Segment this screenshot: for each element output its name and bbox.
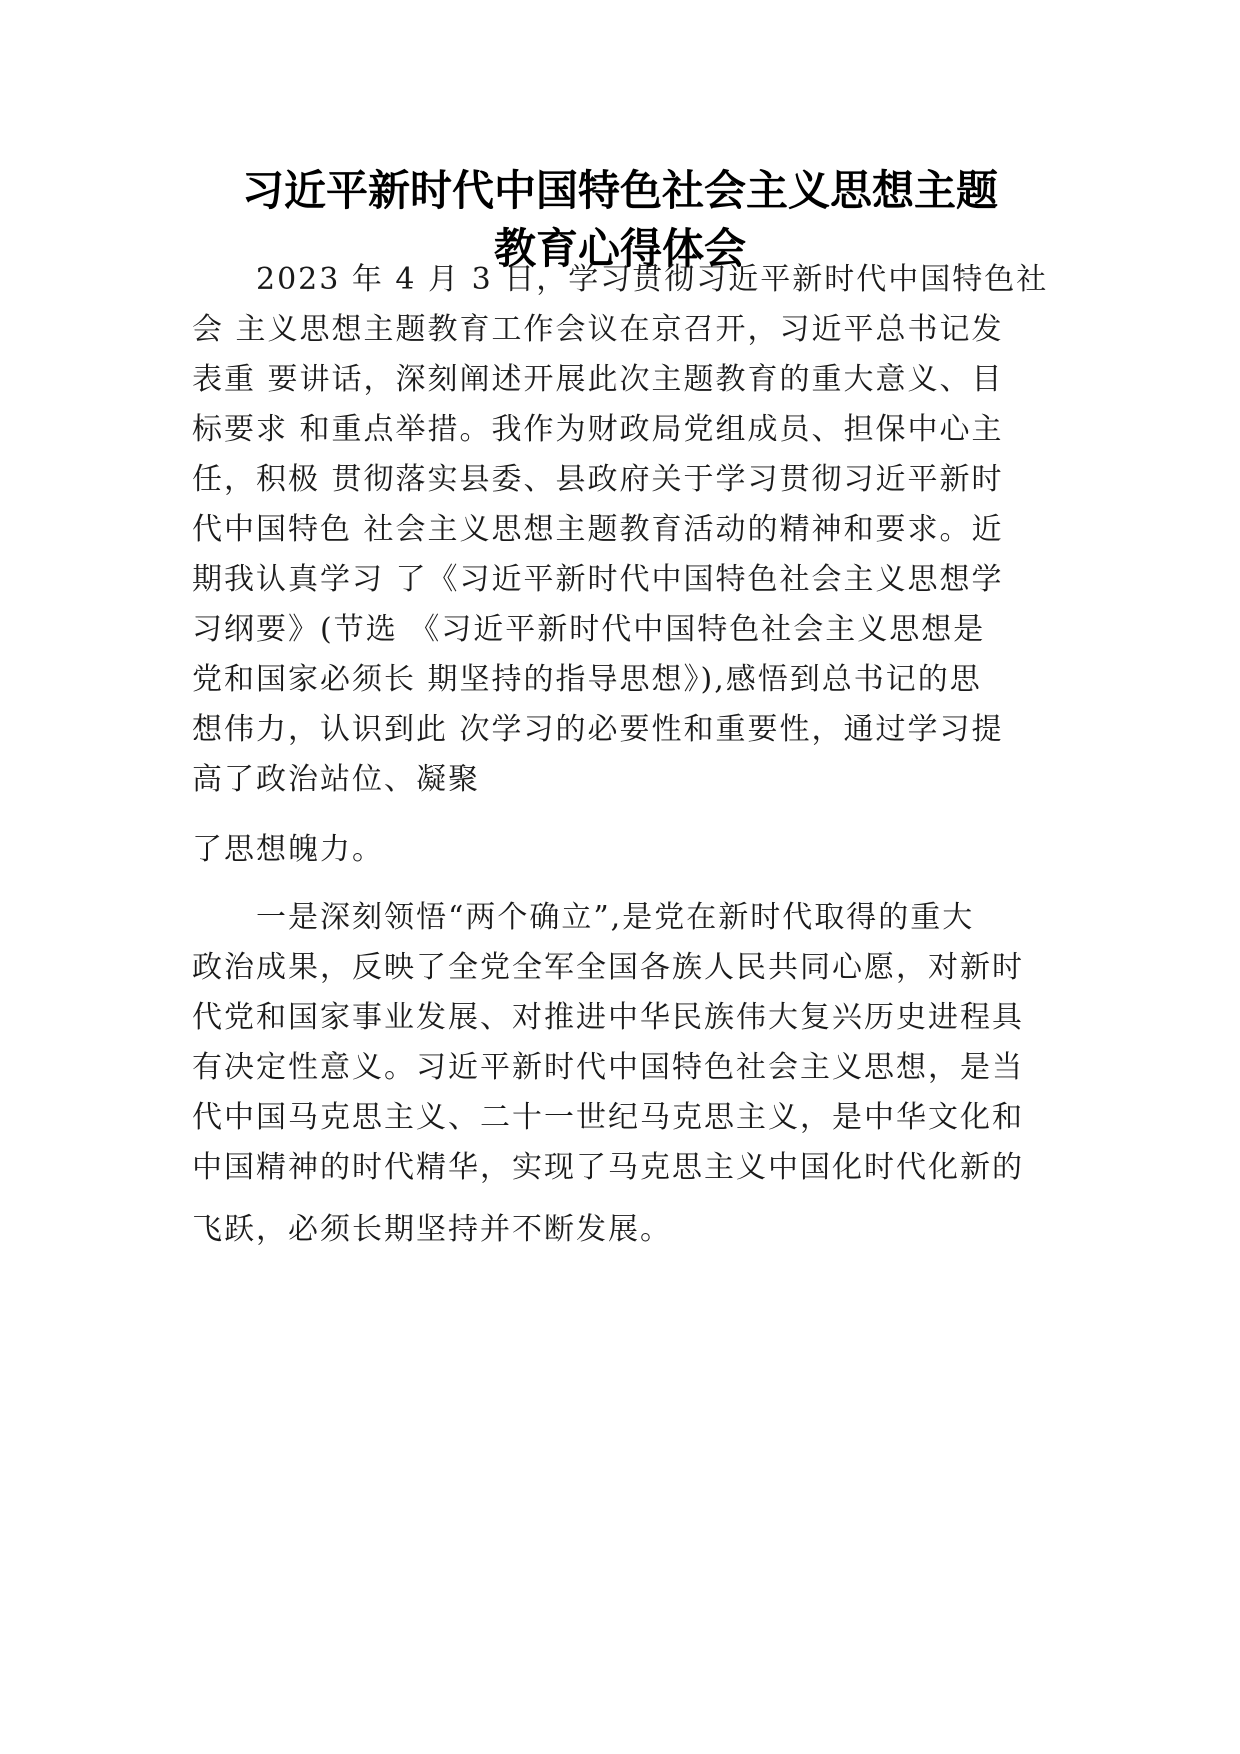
paragraph-1-line-4: 标要求 和重点举措。我作为财政局党组成员、担保中心主 xyxy=(192,412,1004,447)
paragraph-1-tail: 了思想魄力。 xyxy=(192,832,384,867)
paragraph-2-line-6: 中国精神的时代精华，实现了马克思主义中国化时代化新的 xyxy=(192,1150,1024,1185)
paragraph-1-line-7: 期我认真学习 了《习近平新时代中国特色社会主义思想学 xyxy=(192,562,1004,597)
paragraph-2-line-5: 代中国马克思主义、二十一世纪马克思主义，是中华文化和 xyxy=(192,1100,1024,1135)
paragraph-2-line-1: 一是深刻领悟“两个确立”,是党在新时代取得的重大 xyxy=(256,900,975,935)
paragraph-1-line-10: 想伟力，认识到此 次学习的必要性和重要性，通过学习提 xyxy=(192,712,1004,747)
paragraph-1-line-6: 代中国特色 社会主义思想主题教育活动的精神和要求。近 xyxy=(192,512,1004,547)
paragraph-1-line-1: 2023 年 4 月 3 日，学习贯彻习近平新时代中国特色社 xyxy=(256,262,1049,297)
paragraph-1-line-5: 任，积极 贯彻落实县委、县政府关于学习贯彻习近平新时 xyxy=(192,462,1004,497)
document-title-line-2: 教育心得体会 xyxy=(493,224,746,273)
paragraph-2-line-3: 代党和国家事业发展、对推进中华民族伟大复兴历史进程具 xyxy=(192,1000,1024,1035)
document-title-line-1: 习近平新时代中国特色社会主义思想主题 xyxy=(241,166,998,215)
paragraph-2-tail: 飞跃，必须长期坚持并不断发展。 xyxy=(192,1212,672,1247)
paragraph-1-line-3: 表重 要讲话，深刻阐述开展此次主题教育的重大意义、目 xyxy=(192,362,1004,397)
paragraph-1-line-9: 党和国家必须长 期坚持的指导思想》),感悟到总书记的思 xyxy=(192,662,982,697)
paragraph-1-line-11: 高了政治站位、凝聚 xyxy=(192,762,480,797)
paragraph-2-line-2: 政治成果，反映了全党全军全国各族人民共同心愿，对新时 xyxy=(192,950,1024,985)
paragraph-1-line-2: 会 主义思想主题教育工作会议在京召开，习近平总书记发 xyxy=(192,312,1004,347)
paragraph-2-line-4: 有决定性意义。习近平新时代中国特色社会主义思想，是当 xyxy=(192,1050,1024,1085)
paragraph-1-line-8: 习纲要》(节选 《习近平新时代中国特色社会主义思想是 xyxy=(192,612,986,647)
